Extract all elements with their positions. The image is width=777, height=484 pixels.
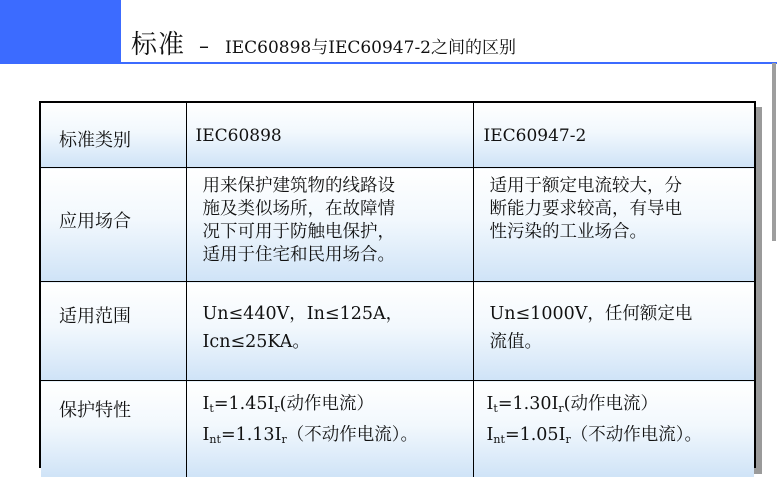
cell-iec60898-protection — [186, 381, 473, 478]
header-cell-iec60947: IEC60947-2 — [473, 103, 754, 168]
row-label-scope: 适用范围 — [41, 282, 186, 381]
formula-non-trip-current: $I_{nt}=1.05I_r$（不动作电流）。 — [486, 425, 702, 446]
header-cell-category: 标准类别 — [41, 103, 186, 168]
header-cell-iec60898: IEC60898 — [186, 103, 473, 168]
cell-iec60898-scope: Un≤440V，In≤125A， Icn≤25KA。 — [186, 282, 473, 381]
right-edge-bar — [772, 63, 776, 241]
table-row — [41, 168, 754, 282]
title-main: 标准 — [131, 30, 186, 60]
formula-trip-current: $I_t=1.45I_r$(动作电流） — [202, 394, 374, 415]
row-label-application: 应用场合 — [41, 168, 186, 282]
header-underline — [0, 62, 777, 64]
table-header-row — [41, 103, 754, 168]
cell-iec60898-application: 用来保护建筑物的线路设 施及类似场所，在故障情 况下可用于防触电保护， 适用于住宅和民用场合。 — [186, 168, 473, 282]
formula-trip-current: $I_t=1.30I_r$(动作电流） — [486, 394, 658, 415]
cell-iec60947-protection — [473, 381, 754, 478]
formula-non-trip-current: $I_{nt}=1.13I_r$（不动作电流）。 — [202, 425, 418, 446]
title-subtitle: IEC60898与IEC60947-2之间的区别 — [225, 38, 516, 58]
table-row — [41, 282, 754, 381]
cell-iec60947-scope: Un≤1000V，任何额定电 流值。 — [473, 282, 754, 381]
comparison-table — [39, 101, 756, 468]
title-accent-block — [0, 0, 121, 63]
title-dash: – — [199, 34, 210, 58]
table-row — [41, 381, 754, 478]
slide-title — [131, 24, 516, 60]
cell-iec60947-application: 适用于额定电流较大，分 断能力要求较高，有导电 性污染的工业场合。 — [473, 168, 754, 282]
row-label-protection: 保护特性 — [41, 381, 186, 478]
